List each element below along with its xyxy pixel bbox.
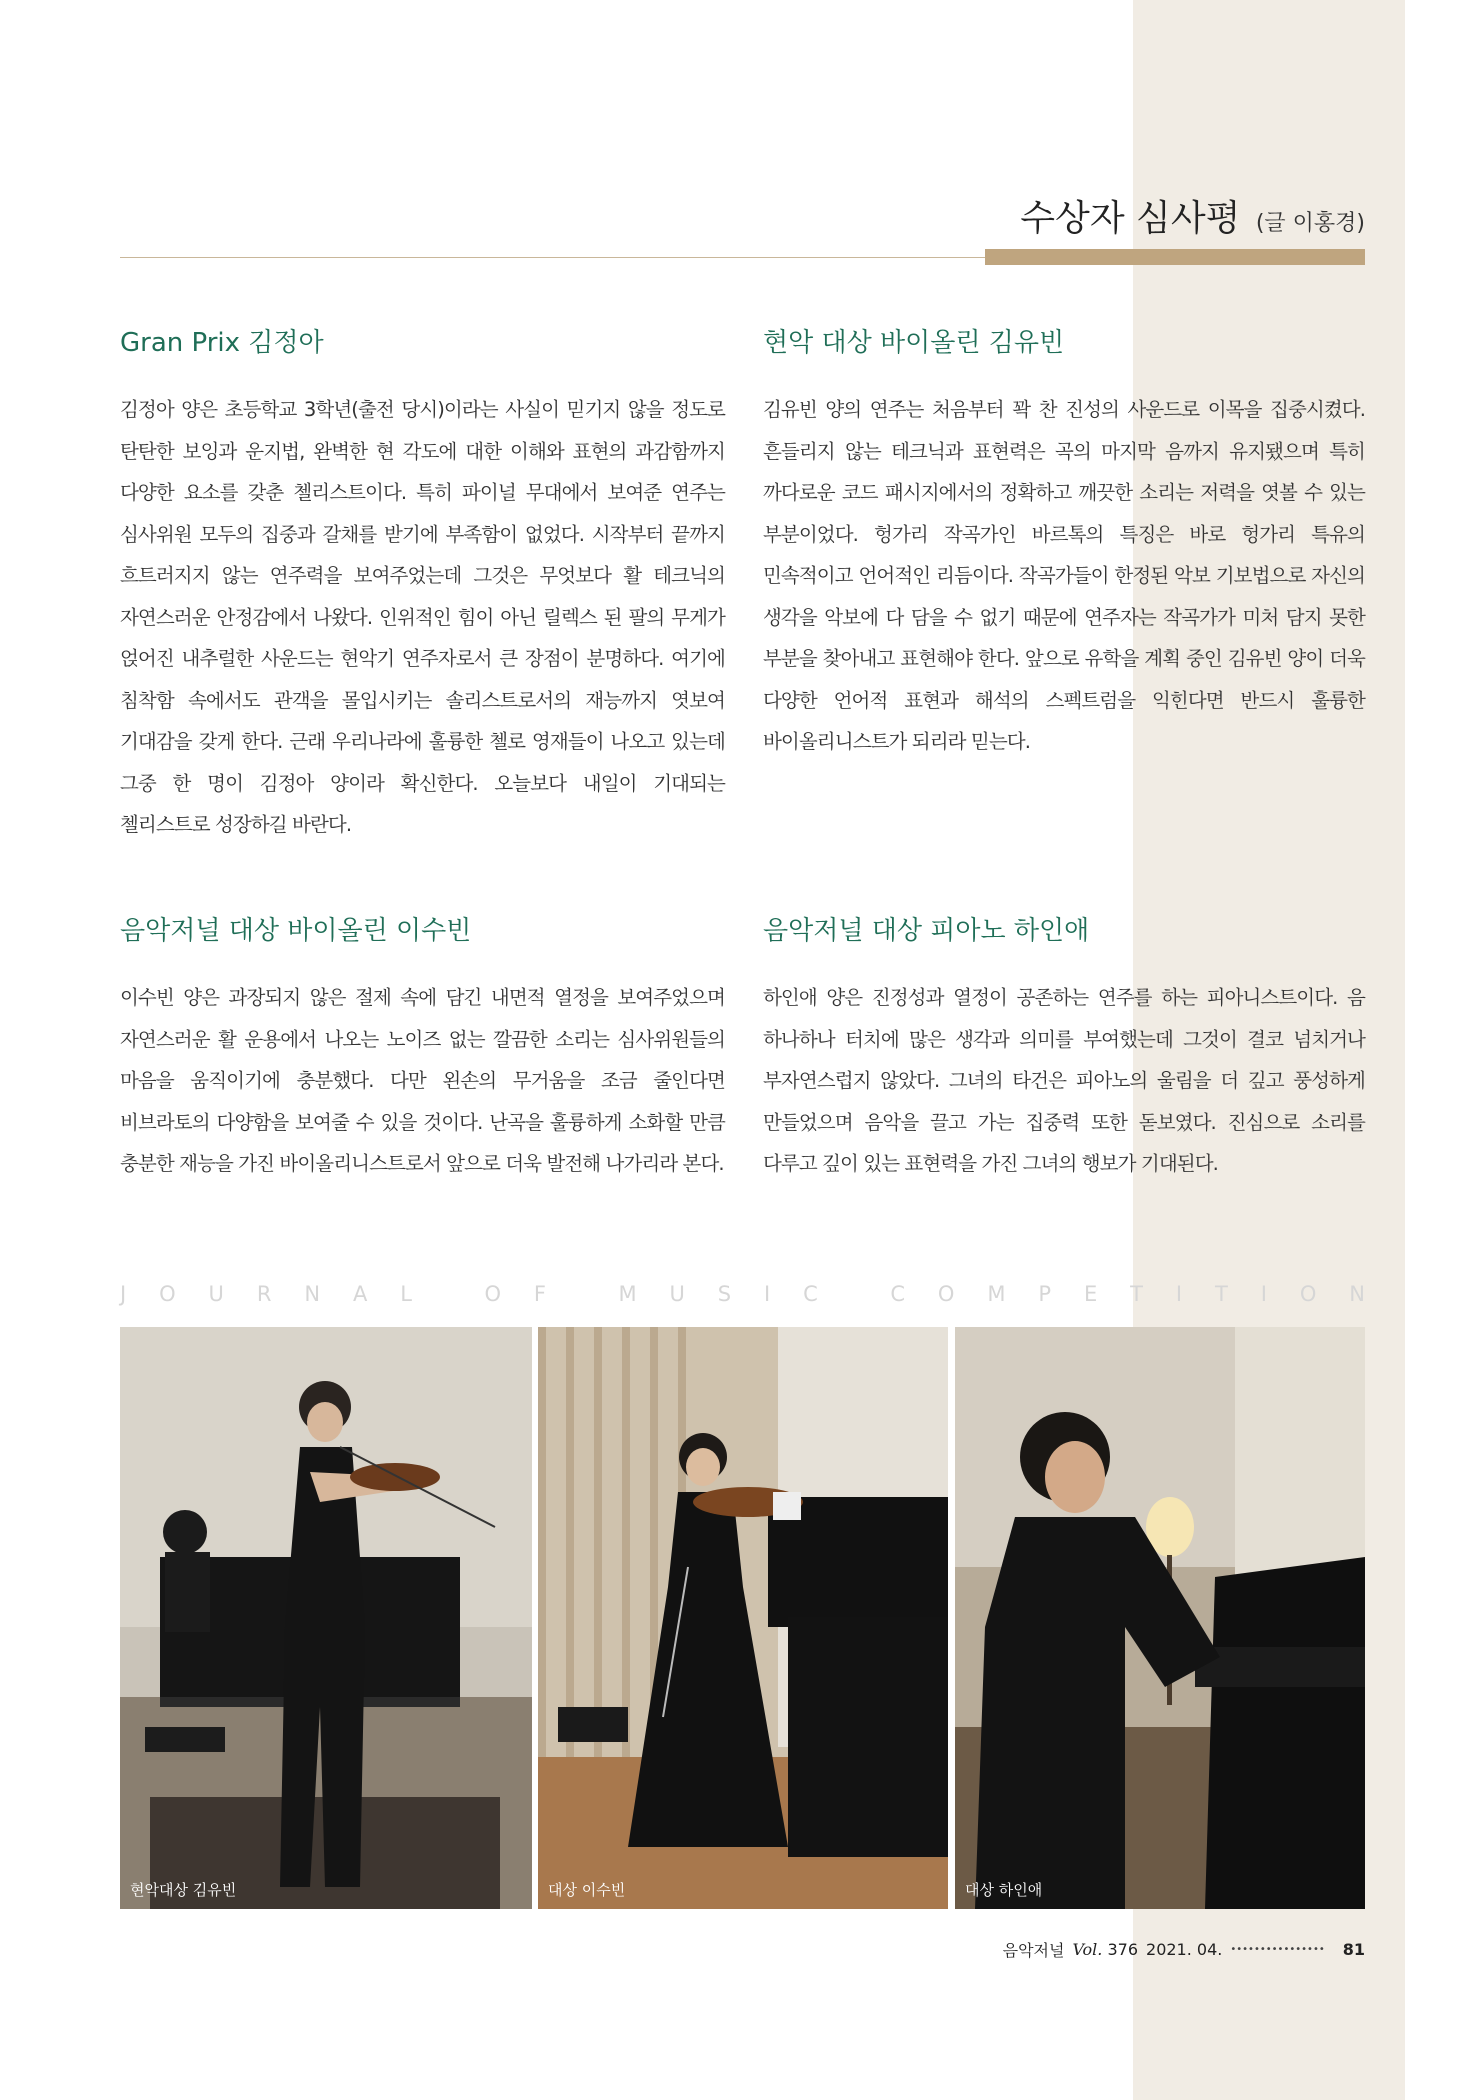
footer-dots: •••••••••••••••• [1230,1944,1325,1955]
journal-banner-letter: O [937,1282,955,1306]
footer-vol-prefix: Vol. [1072,1940,1103,1959]
header-accent-bar [985,249,1365,265]
footer-volume [1072,1940,1138,1959]
journal-banner-letter: U [208,1282,224,1306]
journal-banner-letter: O [159,1282,176,1306]
review-section-piano-grand-prize [763,910,1365,1185]
review-section-violin-grand-prize [120,910,725,1185]
section-heading: 현악 대상 바이올린 김유빈 [763,328,1065,358]
page-title [1020,190,1365,241]
photo-pianist [955,1327,1365,1909]
section-heading: Gran Prix 김정아 [120,328,324,358]
page-number: 81 [1342,1940,1365,1959]
journal-banner-letter: M [618,1282,637,1306]
author-credit: (글 이홍경) [1255,211,1365,236]
journal-banner-letter: C [890,1282,905,1306]
journal-banner-letter: E [1083,1282,1098,1306]
journal-banner-letter [579,1282,586,1306]
journal-banner-letter: S [717,1282,732,1306]
journal-banner-letter: T [1214,1282,1228,1306]
journal-banner-letter [851,1282,858,1306]
journal-banner-letter: L [400,1282,412,1306]
journal-banner-letter [445,1282,452,1306]
photo-violinist-2 [538,1327,948,1909]
photo-caption: 현악대상 김유빈 [130,1881,237,1899]
footer-vol-number: 376 [1107,1940,1139,1959]
journal-banner-letter: R [256,1282,272,1306]
journal-banner-letter: U [669,1282,685,1306]
footer-magazine: 음악저널 [1002,1941,1065,1960]
journal-banner-letter: J [120,1282,127,1306]
journal-banner-letter: O [1299,1282,1317,1306]
section-heading: 음악저널 대상 피아노 하인애 [763,916,1090,946]
journal-banner-letter: I [764,1282,771,1306]
journal-banner-letter: M [987,1282,1006,1306]
pianist-image [955,1327,1365,1909]
page-title-text: 수상자 심사평 [1020,198,1241,239]
photo-violinist-1 [120,1327,532,1909]
journal-banner-letter: I [1175,1282,1183,1306]
journal-banner-letter: P [1038,1282,1052,1306]
journal-banner-letter: A [352,1282,368,1306]
footer-date: 2021. 04. [1146,1940,1223,1959]
violinist-2-image [538,1327,948,1909]
journal-banner-letter: T [1130,1282,1143,1306]
journal-banner-letter: I [1260,1282,1267,1306]
section-body: 이수빈 양은 과장되지 않은 절제 속에 담긴 내면적 열정을 보여주었으며 자연스러운 활 운용에서 나오는 노이즈 없는 깔끔한 소리는 심사위원들의 마음을 움직이기에 충분했다. 다만 왼손의 무거움을 조금 줄인다면 비브라토의 다양함을 보여줄 수 있을 것이다. 난곡을 훌륭하게 소화할 만큼 충분한 재능을 가진 바이올리니스트로서 앞으로 더욱 발전해 나가리라 본다. [120,986,725,1175]
journal-banner [120,1282,1365,1306]
violinist-1-image [120,1327,532,1909]
section-body: 김정아 양은 초등학교 3학년(출전 당시)이라는 사실이 믿기지 않을 정도로 탄탄한 보잉과 운지법, 완벽한 현 각도에 대한 이해와 표현의 과감함까지 다양한 요소를 갖춘 첼리스트이다. 특히 파이널 무대에서 보여준 연주는 심사위원 모두의 집중과 갈채를 받기에 부족함이 없었다. 시작부터 끝까지 흐트러지지 않는 연주력을 보여주었는데 그것은 무엇보다 활 테크닉의 자연스러운 안정감에서 나왔다. 인위적인 힘이 아닌 릴렉스 된 팔의 무게가 얹어진 내추럴한 사운드는 현악기 연주자로서 큰 장점이 분명하다. 여기에 침착함 속에서도 관객을 몰입시키는 솔리스트로서의 재능까지 엿보여 기대감을 갖게 한다. 근래 우리나라에 훌륭한 첼로 영재들이 나오고 있는데 그중 한 명이 김정아 양이라 확신한다. 오늘보다 내일이 기대되는 첼리스트로 성장하길 바란다. [120,398,725,836]
section-body: 김유빈 양의 연주는 처음부터 꽉 찬 진성의 사운드로 이목을 집중시켰다. 흔들리지 않는 테크닉과 표현력은 곡의 마지막 음까지 유지됐으며 특히 까다로운 코드 패시지에서의 정확하고 깨끗한 소리는 저력을 엿볼 수 있는 부분이었다. 헝가리 작곡가인 바르톡의 특징은 바로 헝가리 특유의 민속적이고 언어적인 리듬이다. 작곡가들이 한정된 악보 기보법으로 자신의 생각을 악보에 다 담을 수 없기 때문에 연주자는 작곡가가 미처 담지 못한 부분을 찾아내고 표현해야 한다. 앞으로 유학을 계획 중인 김유빈 양이 더욱 다양한 언어적 표현과 해석의 스펙트럼을 익힌다면 반드시 훌륭한 바이올리니스트가 되리라 믿는다. [763,398,1365,753]
journal-banner-letter: N [304,1282,321,1306]
journal-banner-letter: F [533,1282,546,1306]
section-body: 하인애 양은 진정성과 열정이 공존하는 연주를 하는 피아니스트이다. 음 하나하나 터치에 많은 생각과 의미를 부여했는데 그것이 결코 넘치거나 부자연스럽지 않았다. 그녀의 타건은 피아노의 울림을 더 깊고 풍성하게 만들었으며 음악을 끌고 가는 집중력 또한 돋보였다. 진심으로 소리를 다루고 깊이 있는 표현력을 가진 그녀의 행보가 기대된다. [763,986,1365,1175]
review-section-string-grand-prize [763,322,1365,763]
journal-banner-letter: C [803,1282,818,1306]
page-footer [1003,1938,1365,1961]
section-heading: 음악저널 대상 바이올린 이수빈 [120,916,472,946]
photo-caption: 대상 이수빈 [548,1881,626,1899]
review-section-gran-prix [120,322,725,846]
journal-banner-letter: O [484,1282,501,1306]
photo-caption: 대상 하인애 [965,1881,1043,1899]
journal-banner-letter: N [1349,1282,1365,1306]
